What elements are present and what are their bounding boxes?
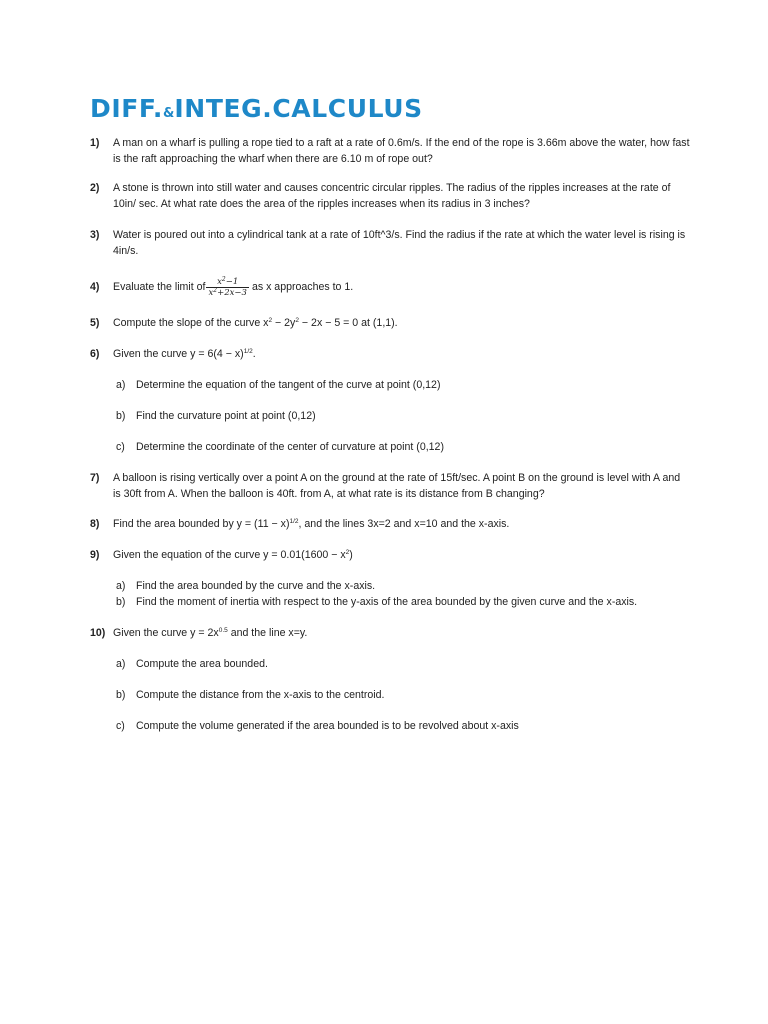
part-label: a) xyxy=(116,379,126,391)
question-4 xyxy=(90,272,690,302)
question-6-part-a xyxy=(116,377,686,393)
question-number: 10) xyxy=(90,627,106,639)
fraction-denominator: $x^2+2x-3$ xyxy=(208,286,247,298)
part-text: Find the area bounded by the curve and the x-axis. xyxy=(136,580,376,592)
question-number: 9) xyxy=(90,549,100,561)
question-2 xyxy=(90,180,690,212)
part-label: b) xyxy=(116,596,126,608)
question-text: Find the area bounded by $y = (11 - x)^{1/2}$, and the lines 3x=2 and x=10 and the x-axis. xyxy=(113,518,510,530)
question-text-post: as x approaches to 1. xyxy=(251,281,354,293)
question-10-part-b xyxy=(116,687,686,703)
question-text: Given the curve $y = 6(4 - x)^{1/2}$. xyxy=(113,348,256,360)
part-text: Compute the area bounded. xyxy=(136,658,268,670)
question-6 xyxy=(90,346,690,362)
question-9 xyxy=(90,547,690,563)
question-text: Compute the slope of the curve $x^2 - 2y^2 - 2x - 5 = 0$ at (1,1). xyxy=(113,317,398,329)
part-label: b) xyxy=(116,689,126,701)
question-5 xyxy=(90,315,690,331)
question-text: Given the curve $y = 2x^{0.5}$ and the line x=y. xyxy=(113,627,308,639)
title-ampersand: & xyxy=(163,106,175,121)
part-label: b) xyxy=(116,410,126,422)
question-number: 7) xyxy=(90,472,100,484)
question-number: 8) xyxy=(90,518,100,530)
part-text: Find the curvature point at point (0,12) xyxy=(136,410,316,422)
question-text-pre: Evaluate the limit of xyxy=(113,281,206,293)
question-9-part-a xyxy=(116,578,686,594)
title-part-integ: INTEG.CALCULUS xyxy=(174,94,423,123)
part-label: a) xyxy=(116,580,126,592)
question-10 xyxy=(90,625,690,641)
question-1 xyxy=(90,135,690,167)
question-6-part-c xyxy=(116,439,686,455)
question-number: 4) xyxy=(90,281,100,293)
question-text: A balloon is rising vertically over a point A on the ground at the rate of 15ft/sec. A point B on the ground is level with A and is 30ft from A. When the balloon is 40ft. from A, at what rate is its distance from B changing? xyxy=(113,472,681,500)
question-9-part-b xyxy=(116,594,686,610)
fraction-numerator: $x^2-1$ xyxy=(206,277,248,288)
part-text: Determine the coordinate of the center of curvature at point (0,12) xyxy=(136,441,444,453)
question-7 xyxy=(90,470,690,502)
question-number: 1) xyxy=(90,137,100,149)
question-text: Given the equation of the curve $y = 0.01(1600 - x^2)$ xyxy=(113,549,353,561)
question-number: 2) xyxy=(90,182,100,194)
question-6-part-b xyxy=(116,408,686,424)
question-number: 6) xyxy=(90,348,100,360)
question-10-part-c xyxy=(116,718,686,734)
part-text: Find the moment of inertia with respect to the y-axis of the area bounded by the given curve and the x-axis. xyxy=(136,596,638,608)
question-text xyxy=(113,272,690,302)
question-8 xyxy=(90,516,690,532)
question-number: 3) xyxy=(90,229,100,241)
question-text: A stone is thrown into still water and causes concentric circular ripples. The radius of the ripples increases at the rate of 10in/ sec. At what rate does the area of the ripples increases when its radius in 3 inches? xyxy=(113,182,671,210)
part-text: Determine the equation of the tangent of the curve at point (0,12) xyxy=(136,379,441,391)
limit-fraction xyxy=(206,277,248,298)
question-3 xyxy=(90,227,690,259)
question-number: 5) xyxy=(90,317,100,329)
question-text: Water is poured out into a cylindrical tank at a rate of 10ft^3/s. Find the radius if the rate at which the water level is rising is 4in/s. xyxy=(113,229,686,257)
part-label: c) xyxy=(116,441,125,453)
title-part-diff: DIFF. xyxy=(90,94,164,123)
question-text: A man on a wharf is pulling a rope tied to a raft at a rate of 0.6m/s. If the end of the rope is 3.66m above the water, how fast is the raft approaching the wharf when there are 6.10 m of rope out? xyxy=(113,137,690,165)
part-text: Compute the volume generated if the area bounded is to be revolved about x-axis xyxy=(136,720,519,732)
document-title xyxy=(90,94,423,123)
part-label: a) xyxy=(116,658,126,670)
question-10-part-a xyxy=(116,656,686,672)
part-label: c) xyxy=(116,720,125,732)
part-text: Compute the distance from the x-axis to the centroid. xyxy=(136,689,385,701)
